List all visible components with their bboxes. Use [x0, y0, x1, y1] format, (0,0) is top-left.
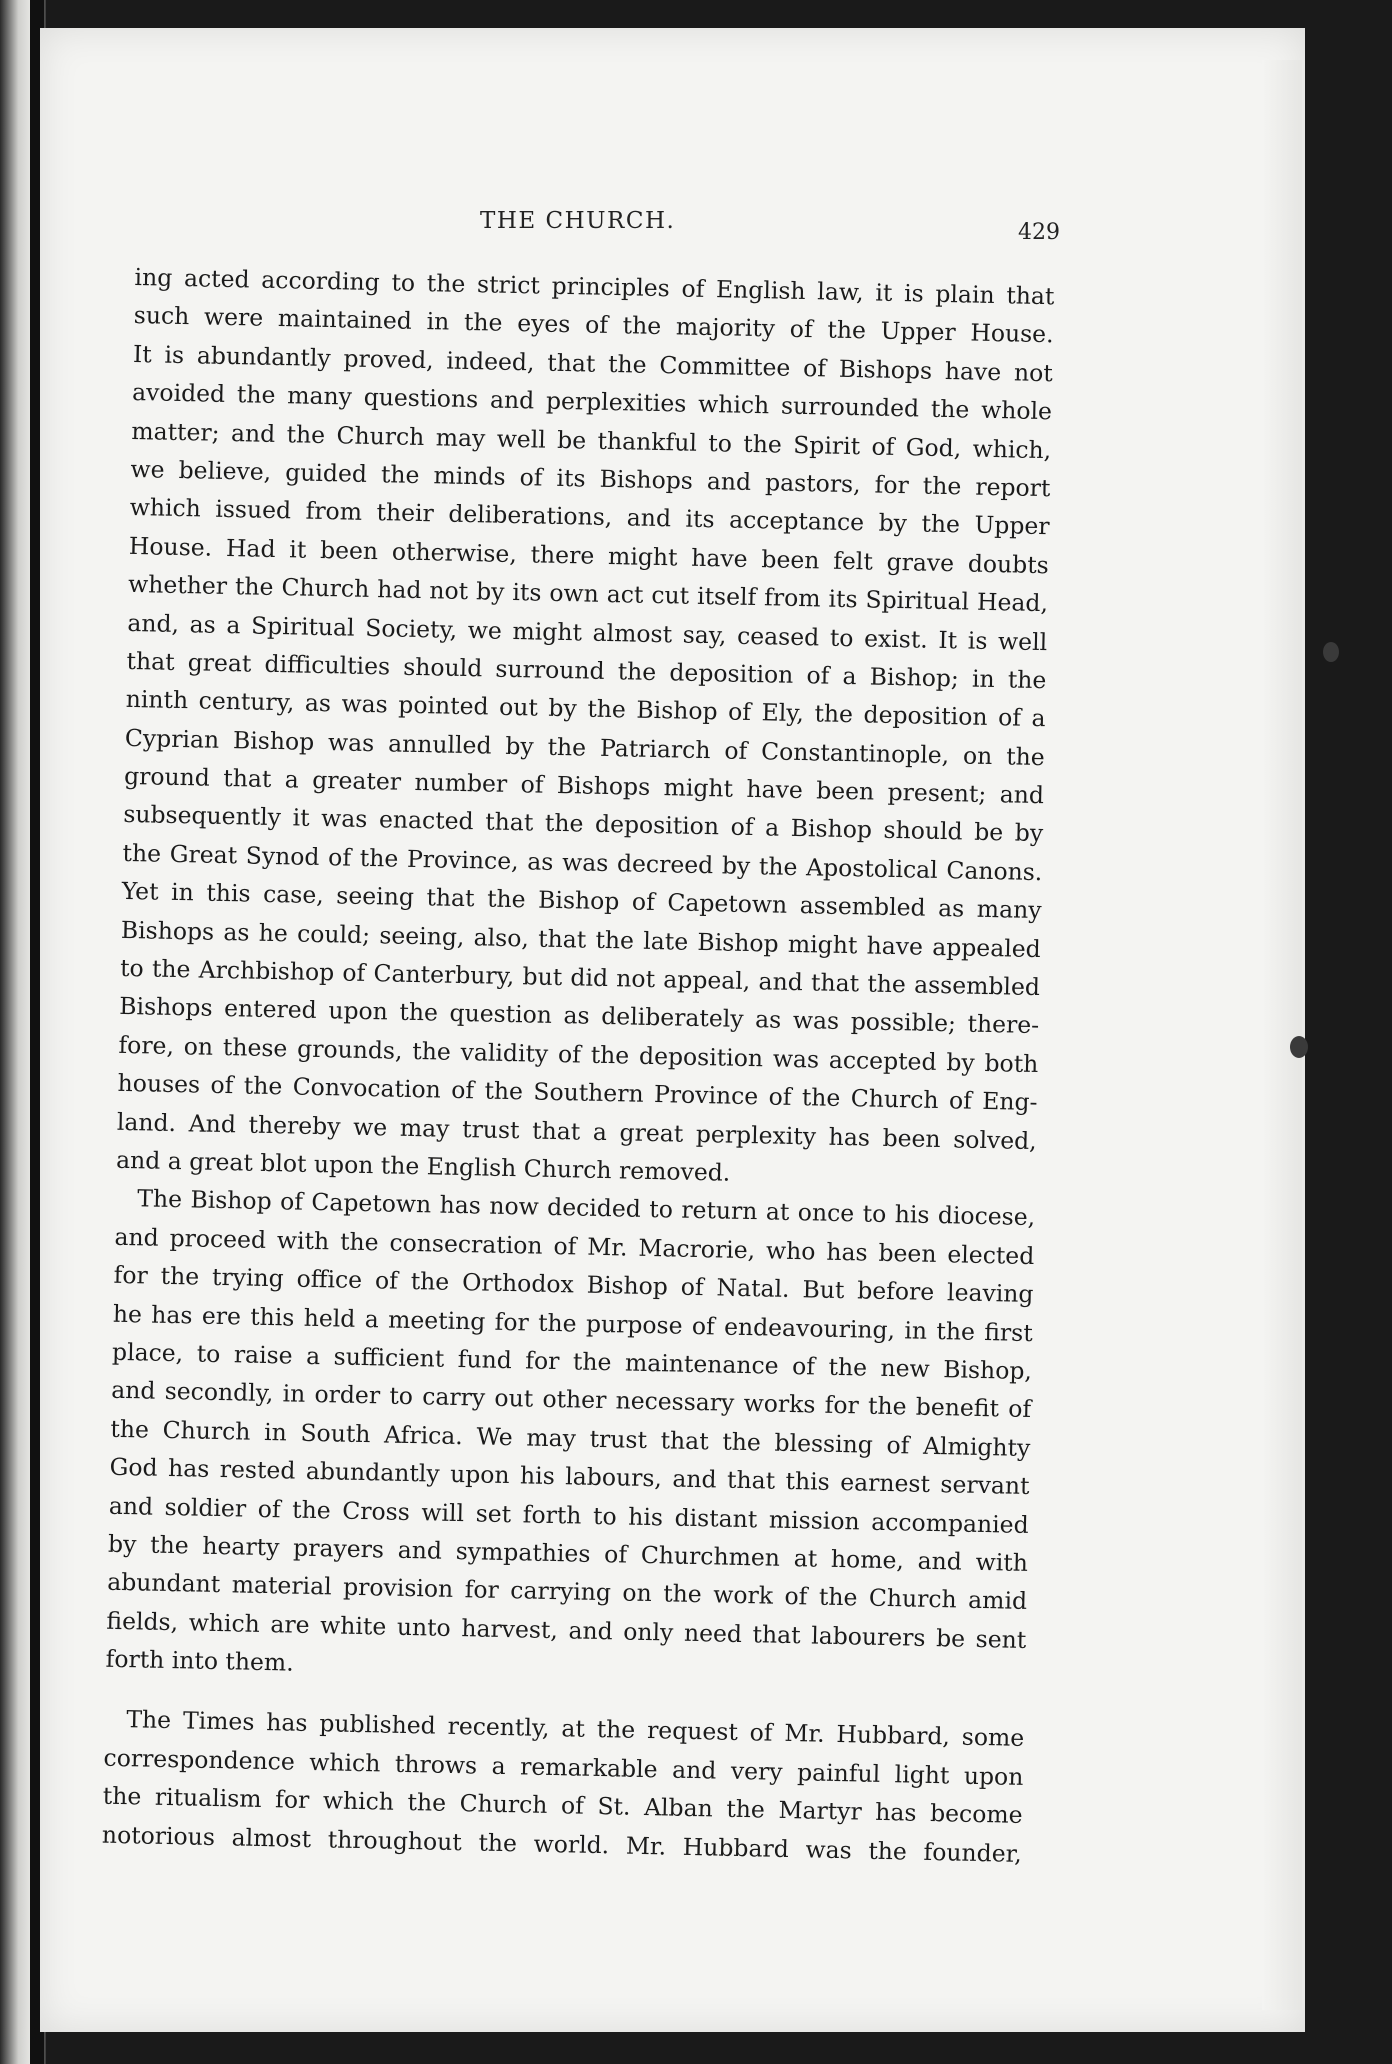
text-line: and secondly, in order to carry out other necessary works for the benefit of [110, 1376, 1032, 1424]
text-line: place, to raise a sufficient fund for the maintenance of the new Bishop, [111, 1337, 1033, 1385]
text-line: Yet in this case, seeing that the Bishop of Capetown assembled as many [121, 877, 1042, 925]
body-text [102, 258, 1055, 1873]
ink-spot-1 [1323, 642, 1339, 662]
text-line: The Times has published recently, at the request of Mr. Hubbard, some [126, 1705, 1025, 1753]
paragraph-2-body [105, 1218, 1034, 1698]
text-line: and soldier of the Cross will set forth to his distant mission accompanied [108, 1491, 1029, 1539]
text-line: he has ere this held a meeting for the purpose of endeavouring, in the first [112, 1299, 1033, 1347]
text-line: subsequently it was enacted that the deposition of a Bishop should be by [123, 800, 1044, 848]
text-line: House. Had it been otherwise, there might have been felt grave doubts [128, 531, 1050, 579]
text-line: fore, on these grounds, the validity of the deposition was accepted by both [118, 1030, 1039, 1078]
running-title: THE CHURCH. [480, 208, 676, 234]
text-line: Bishops entered upon the question as deliberately as was possible; there- [119, 992, 1040, 1040]
text-line: houses of the Convocation of the Southern Province of the Church of Eng- [117, 1069, 1038, 1117]
text-line: ground that a greater number of Bishops might have been present; and [123, 761, 1045, 810]
text-line: to the Archbishop of Canterbury, but did not appeal, and that the assembled [119, 953, 1041, 1002]
text-line: by the hearty prayers and sympathies of Churchmen at home, and with [107, 1529, 1029, 1577]
ink-spot-2 [1290, 1036, 1308, 1058]
text-line: abundant material provision for carrying on the work of the Church amid [106, 1567, 1028, 1616]
text-line: such were maintained in the eyes of the majority of the Upper House. [133, 301, 1054, 349]
text-line: the Great Synod of the Province, as was decreed by the Apostolical Canons. [122, 838, 1043, 886]
text-line: It is abundantly proved, indeed, that the Committee of Bishops have not [132, 339, 1054, 388]
text-line: ninth century, as was pointed out by the Bishop of Ely, the deposition of a [125, 685, 1046, 733]
text-line: The Bishop of Capetown has now decided to return at once to his diocese, [137, 1184, 1036, 1232]
text-line: and proceed with the consecration of Mr. Macrorie, who has been elected [114, 1222, 1035, 1270]
text-line: and, as a Spiritual Society, we might almost say, ceased to exist. It is well [127, 608, 1048, 656]
paragraph-1 [116, 258, 1055, 1198]
text-line: forth into them. [105, 1644, 295, 1677]
text-line: the ritualism for which the Church of St. Alban the Martyr has become [102, 1781, 1023, 1830]
text-line: fields, which are white unto harvest, and only need that labourers be sent [106, 1606, 1027, 1654]
text-line: that great difficulties should surround the deposition of a Bishop; in the [126, 646, 1047, 695]
text-line: and a great blot upon the English Church removed. [115, 1145, 731, 1187]
text-line: Cyprian Bishop was annulled by the Patriarch of Constantinople, on the [124, 723, 1046, 771]
text-line: notorious almost throughout the world. Mr. Hubbard was the founder, [101, 1820, 1023, 1868]
text-line: avoided the many questions and perplexities which surrounded the whole [131, 378, 1053, 426]
text-line: correspondence which throws a remarkable and very painful light upon [103, 1743, 1024, 1791]
text-line: the Church in South Africa. We may trust that the blessing of Almighty [110, 1414, 1031, 1462]
text-line: ing acted according to the strict principles of English law, it is plain that [134, 262, 1055, 311]
text-line: for the trying office of the Orthodox Bishop of Natal. But before leaving [113, 1260, 1034, 1309]
text-line: we believe, guided the minds of its Bishops and pastors, for the report [130, 454, 1051, 503]
page-edge [1262, 60, 1302, 2010]
paragraph-3-body [102, 1739, 1024, 1873]
text-line: Bishops as he could; seeing, also, that the late Bishop might have appealed [120, 915, 1042, 963]
text-line: matter; and the Church may well be thankful to the Spirit of God, which, [131, 416, 1052, 464]
text-line: land. And thereby we may trust that a great perplexity has been solved, [116, 1107, 1038, 1155]
text-line: God has rested abundantly upon his labours, and that this earnest servant [109, 1452, 1030, 1501]
text-line: whether the Church had not by its own act cut itself from its Spiritual Head, [127, 570, 1049, 618]
text-line: which issued from their deliberations, and its acceptance by the Upper [129, 493, 1050, 541]
page-number: 429 [1018, 220, 1060, 245]
